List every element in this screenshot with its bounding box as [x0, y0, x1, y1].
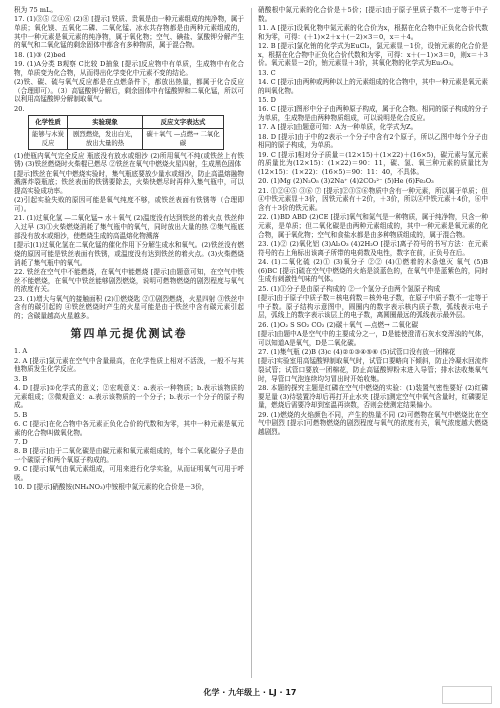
answer-line: (1)使瓶内氧气完全反应 瓶底没有放水或细沙 (2)所用氧气不纯(或铁丝上有铁锈) (3)铁丝燃烧时火柴棍已燃尽 ②铁丝在氧气中燃烧火星四射，生成黑色固体: [14, 151, 244, 169]
experiment-table: [28, 115, 224, 149]
answer-line: [提示]由题中A是空气中的主要成分之一，D是能使澄清石灰水变浑浊的气体，可以知道A是氧气，D是二氧化碳。: [258, 330, 488, 347]
answer-line: 5. B: [14, 410, 28, 419]
answer-line: 15. D: [258, 96, 276, 104]
answer-line: 21. (1)过氧化氢 —二氧化锰→ 水＋氧气 (2)温度没有达到铁丝的着火点 铁丝伸入过早 (3)①火柴燃烧消耗了集气瓶中的氧气，同时放出大量的热 ②集气瓶底部没有放水或细沙，使燃烧生成的高温熔化物溅落: [14, 214, 244, 240]
answer-line: [提示]铁丝在氧气中燃烧实验时，集气瓶底要放少量水或细沙，防止高温熔融物溅落炸裂瓶底；铁丝表面的铁锈要除去，火柴快燃尽时再伸入集气瓶中，可以提高实验成功率。: [14, 169, 244, 196]
table-cell: 能够与木炭反应: [29, 128, 68, 149]
answer-line: 积为 75 mL。: [14, 6, 57, 14]
answer-line: 18. (1)③ (2)bed: [14, 50, 66, 59]
answer-line: 硝酸根中氮元素的化合价是＋5价；[提示]由于原子里质子数不一定等于中子数。: [258, 6, 488, 23]
left-column: [14, 6, 244, 492]
answer-line: 28. 本题的探究主题是红磷在空气中燃烧的实验：(1)装置气密性要好 (2)红磷要足量 (3)待装置冷却后再打开止水夹 [提示]测定空气中氧气含量时，红磷要足量，燃烧后需要冷却到室温再读数，否则会使测定结果偏小。: [258, 384, 488, 410]
answer-line: 20. (1)Mg (2)N₂O₅ (3)2Na⁺ (4)2CO₃²⁻ (5)He (6)Fe₂O₃: [258, 177, 434, 186]
answer-line: 14. C [提示]由两种或两种以上的元素组成的化合物中，其中一种元素是氧元素的叫氧化物。: [258, 78, 488, 95]
table-header-cell: 反应文字表达式: [143, 116, 224, 128]
answer-line: 23. (1)增大与氧气的接触面积 (2)①燃烧匙 ②①剧烈燃烧，火星四射 ③铁丝中含有的碳引起的 ④铁丝燃烧时产生的火星可能是由于铁丝中含有碳元素引起的；含碳量越高火星越多。: [14, 294, 244, 320]
answer-line: (2)引起实验失败的原因可能是氧气纯度不够，或铁丝表面有铁锈等（合理即可）。: [14, 196, 244, 214]
answer-line: 3. B: [14, 374, 28, 383]
answer-page: [14, 6, 488, 680]
left-bottom-block: [14, 347, 244, 492]
answer-line: 2. A [提示]氯元素在空气中含量最高，在化学性质上相对不活泼，一般不与其他物质发生化学反应。: [14, 356, 244, 374]
answer-line: 19. C [提示]相对分子质量＝(12×15)＋(1×22)＋(16×5)，碳元素与氢元素的质量比为(12×15)：(1×22)＝90：11，碳、氢、氧三种元素的质量比为(12×15)：(1×22)：(16×5)＝90：11：40，不具体。: [258, 150, 488, 176]
answer-line: 10. D [提示]硝酸铵(NH₄NO₃)中铵根中氮元素的化合价是－3价，: [14, 483, 209, 492]
answer-line: 22. 铁丝在空气中不能燃烧，在氧气中能燃烧 [提示]由题意可知，在空气中铁丝不能燃烧，在氧气中铁丝能够剧烈燃烧，说明可燃物燃烧的剧烈程度与氧气的浓度有关。: [14, 267, 244, 294]
table-header-cell: 实验现象: [68, 116, 143, 128]
table-cell: 剧烈燃烧，发出白光，放出大量的热: [68, 128, 143, 149]
table-header-cell: 化学性质: [29, 116, 68, 128]
answer-line: 23. (1)② (2)氧化铝 (3)Al₂O₃ (4)2H₂O [提示]离子符号的书写方法：在元素符号的右上角标出该离子所带的电荷数及电性，数字在前，正负号在后。: [258, 240, 488, 257]
answer-line: 1. A: [14, 347, 28, 356]
answer-line: 19. (1)A分类 B观察 C比较 D抽象 [提示]反应物中有单质，生成物中有化合物，单质变为化合物，从而得出化学变化中元素不变的结论。: [14, 60, 244, 77]
answer-line: 4. D [提示]①化学式的意义；②宏观意义：a.表示一种物质；b.表示该物质的元素组成；③微观意义：a.表示该物质的一个分子；b.表示一个分子的原子构成。: [14, 383, 244, 410]
table-header-row: [29, 116, 224, 128]
answer-line: 11. A [提示]设氧化物中氮元素的化合价为x，根据在化合物中正负化合价代数和为零，可得：(＋1)×2＋x＋(－2)×3＝0，x＝＋4。: [258, 24, 488, 41]
left-top-block: [14, 6, 244, 104]
page-footer: 化学 · 九年级上 · LJ · 17: [203, 688, 297, 697]
table-row: [29, 128, 224, 149]
answer-line: 22. (1)BD ABD (2)CE [提示]氧气和氮气是一种物质，属于纯净物，只含一种元素，是单质；但二氧化碳是由两种元素组成的，其中一种元素是氧元素的化合物，属于氧化物；空气和食盐水都是由多种物质组成的，属于混合物。: [258, 213, 488, 239]
right-column: [258, 6, 488, 437]
answer-line: 7. D: [14, 437, 28, 446]
q20-block: [14, 105, 244, 150]
answer-line: 6. C [提示]在化合物中各元素正负化合价的代数和为零，其中一种元素是氧元素的化合物叫做氧化物。: [14, 419, 244, 437]
question-number: 20.: [14, 104, 25, 113]
answer-line: 26. (1)O₂ S SO₂ CO₂ (2)碳＋氧气 —点燃→ 二氧化碳: [258, 320, 419, 329]
section-title: 第四单元提优测试卷: [70, 326, 188, 340]
answer-line: (2)铁、碳、硫与氧气反应都是在点燃条件下，都放出热量，都属于化合反应（合理即可）。（3）高锰酸钾分解后，剩余固体中有锰酸钾和二氧化锰，所以可以利用高锰酸钾分解制取氧气。: [14, 78, 244, 104]
watermark-logo: [442, 686, 492, 704]
answer-line: 13. C: [258, 68, 276, 77]
column-divider: [251, 8, 252, 678]
answer-line: 9. C [提示]氧气由氧元素组成，可用来进行化学实验，从而证明氧气可用于呼吸。: [14, 465, 244, 482]
answer-line: 21. ①②④⑤ ③⑥ ⑦ [提示]②③⑤⑥物质中含有一种元素，所以属于单质；但④中铁元素显＋3价，因铁元素有＋2价，＋3价，所以④中铁元素＋4价，⑥中含有＋3价的铁元素。: [258, 186, 488, 212]
answer-line: 16. C [提示]图形中分子由两种原子构成，属于化合物。相同的原子构成的分子为单质，生成物是由两种物质组成，可以说明是化合反应。: [258, 105, 488, 122]
answer-line: 17. (1)③⑤ ②④⑥ (2)⑧ [提示] 铁质、贵氧是由一种元素组成的纯净物，属于单质；氧化镁、五氧化二磷、二氧化锰、冰水共存物都是由两种元素组成的，其中一种元素是氧元素的纯净物，属于氧化物；空气、碘盐、氯酸钾分解产生的氧气和二氧化锰的剩余固体中都含有多种物质，属于混合物。: [14, 15, 244, 50]
answer-line: 25. (1)①分子是由原子构成的 ②一个氢分子由两个氢原子构成: [258, 284, 441, 293]
left-middle-block: [14, 152, 244, 321]
answer-line: 18. D [提示]由于中的2表示一个分子中含有2个原子，所以乙图中每个分子由相同的原子构成，为单质。: [258, 132, 488, 150]
table-cell: 碳＋氧气 —点燃→ 二氧化碳: [143, 128, 224, 149]
answer-line: 24. (1)二氧化硫 (2)① (3)氧分子 ②② (4)①燃着的木条熄灭 氧气 (5)B (6)BC [提示]硫在空气中燃烧的火焰是淡蓝色的，在氧气中是蓝紫色的，同时生成有刺激性气味的气体。: [258, 258, 488, 284]
answer-line: [提示](1)过氧化氢在二氧化锰的催化作用下分解生成水和氧气。(2)铁丝没有燃烧的原因可能是铁丝表面有铁锈，或温度没有达到铁丝的着火点。(3)火柴燃烧消耗了集气瓶中的氧气。: [14, 241, 244, 267]
answer-line: 27. (1)集气瓶 (2)B (3)c (4)②①③④⑤⑥ (5)试管口没有放一团棉花: [258, 348, 456, 356]
answer-line: 29. (1)燃烧的火焰颜色不同，产生的热量不同 (2)可燃物在氧气中燃烧比在空气中剧烈 [提示]可燃物燃烧的剧烈程度与氧气的浓度有关，氧气浓度越大燃烧越剧烈。: [258, 410, 488, 437]
answer-line: [提示]实验室用高锰酸钾制取氧气时，试管口要略向下倾斜，防止冷凝水回流炸裂试管；试管口要放一团棉花，防止高锰酸钾粉末进入导管；排水法收集氧气时，导管口气泡连续均匀冒出时开始收集。: [258, 357, 488, 383]
answer-line: 8. B [提示]由于二氧化碳是由碳元素和氧元素组成的，每个二氧化碳分子是由一个碳原子和两个氧原子构成的。: [14, 447, 244, 464]
answer-line: 17. A [提示]由题意可知：A为一种单质，化学式为Z。: [258, 123, 418, 132]
answer-line: 12. B [提示]氯化铕的化学式为EuCl₃，氯元素显－1价，设铕元素的化合价是x，根据在化合物中正负化合价代数和为零，可得：x＋(－1)×3＝0，则x＝＋3价。氧元素显－2价，铕元素显＋3价，其氧化物的化学式为Eu₂O₃。: [258, 42, 488, 68]
answer-line: [提示]由于原子中质子数＝核电荷数＝核外电子数，在原子中质子数不一定等于中子数。原子结构示意图中，圆圈内的数字表示核内质子数，弧线表示电子层，弧线上的数字表示该层上的电子数，离圆圈最远的弧线表示最外层。: [258, 294, 488, 320]
